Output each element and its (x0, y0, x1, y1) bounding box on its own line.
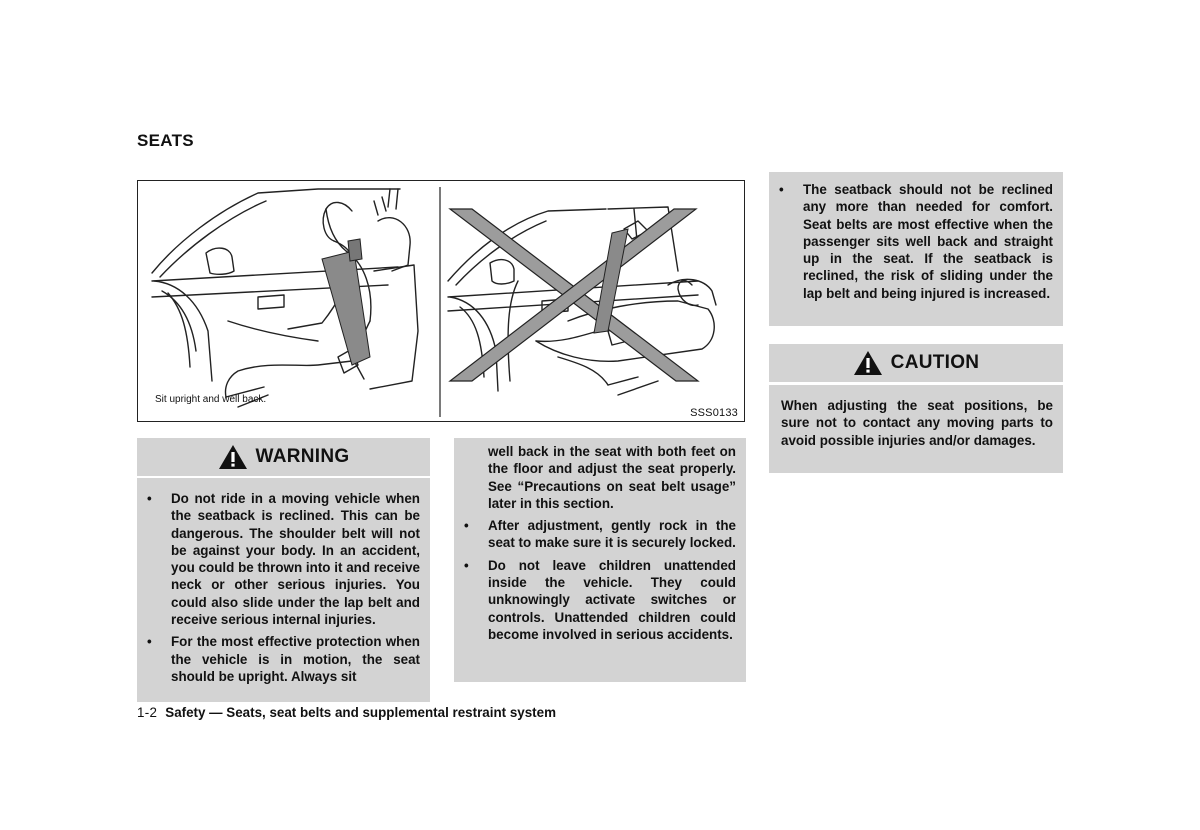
caution-header (769, 344, 1063, 382)
warning-bullet-2-continued: well back in the seat with both feet on the floor and adjust the seat properly. See “Precautions on seat belt usage” later in this section. (488, 444, 736, 511)
figure-id: SSS0133 (690, 407, 738, 419)
warning-label: WARNING (255, 446, 350, 467)
seatback-note: • The seatback should not be reclined any more than needed for comfort. Seat belts are most effective when the passenger sits well back and straight up in the seat. If the seatback is reclined, the risk of sliding under the lap belt and being injured is increased. (769, 181, 1053, 302)
figure-caption: Sit upright and well back. (155, 394, 267, 405)
seating-illustration (137, 180, 745, 422)
warning-body-continued (454, 438, 746, 682)
caution-label: CAUTION (890, 352, 980, 373)
warning-bullet-3: • After adjustment, gently rock in the seat to make sure it is securely locked. (454, 517, 736, 552)
warning-triangle-icon (218, 444, 248, 470)
page-footer (137, 705, 556, 720)
page-number: 1-2 (137, 705, 158, 720)
caution-body (769, 385, 1063, 473)
seatback-note-box (769, 172, 1063, 326)
warning-bullet-1: • Do not ride in a moving vehicle when the seatback is reclined. This can be dangerous. The shoulder belt will not be against your body. In an accident, you could be thrown into it and receive neck or other serious injuries. You could also slide under the lap belt and receive serious internal injuries. (137, 490, 420, 628)
caution-triangle-icon (853, 350, 883, 376)
warning-body (137, 478, 430, 702)
section-title: SEATS (137, 131, 194, 150)
warning-bullet-2: • For the most effective protection when the vehicle is in motion, the seat should be upright. Always sit (137, 633, 420, 685)
warning-bullet-4: • Do not leave children unattended inside the vehicle. They could unknowingly activate switches or controls. Unattended children could become involved in serious accidents. (454, 557, 736, 643)
caution-text: When adjusting the seat positions, be sure not to contact any moving parts to avoid possible injuries and/or damages. (781, 398, 1053, 448)
footer-text: Safety — Seats, seat belts and supplemental restraint system (165, 705, 556, 720)
illustration-drawing (138, 181, 746, 423)
warning-header (137, 438, 430, 476)
